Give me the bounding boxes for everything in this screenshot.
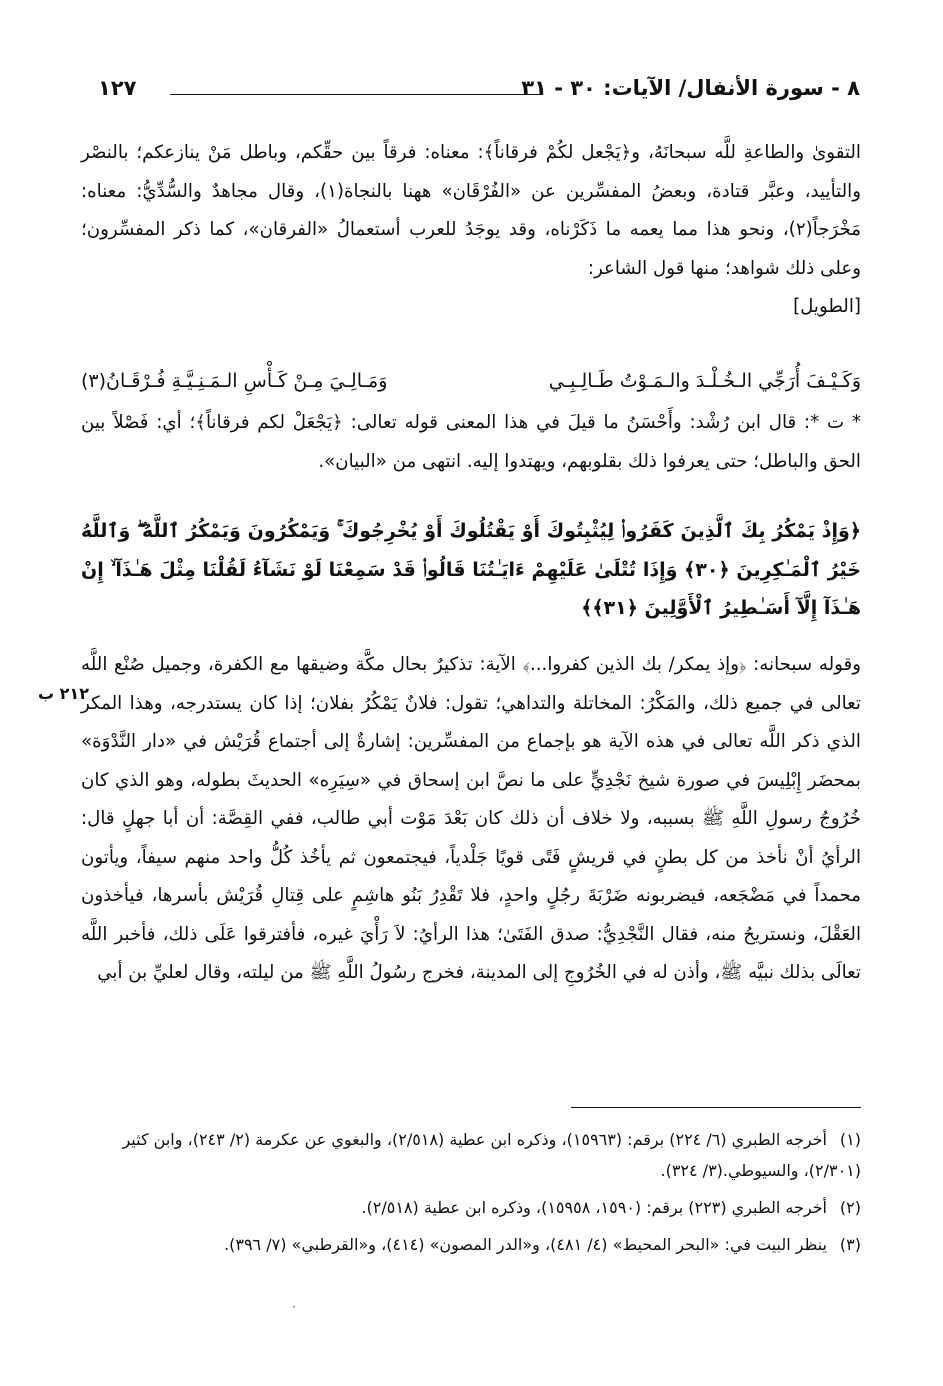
footnote-number: (٣) xyxy=(839,1235,861,1254)
footnote-number: (١) xyxy=(839,1130,861,1149)
page-number: ١٢٧ xyxy=(98,76,137,100)
meter-label: [الطويل] xyxy=(793,296,861,317)
poetry-verse xyxy=(81,366,861,406)
paragraph-1 xyxy=(81,134,861,327)
footnote-3 xyxy=(81,1229,861,1260)
footnote-2 xyxy=(81,1192,861,1223)
paragraph-2-text: * ت *: قال ابن رُشْد: وأَحْسَنُ ما قيلَ في هذا المعنى قوله تعالى: ﴿يَجْعَلْ لكم فرقاناً﴾؛ أي: فَصْلاً بين الحق والباطل؛ حتى يعرفوا ذلك بقلوبهم، ويهتدوا إليه. انتهى من «البيان». xyxy=(81,412,861,472)
paragraph-1-text: التقوىٰ والطاعةِ للَّه سبحانَهُ، و﴿يَجْعل لكُمْ فرقاناً﴾: معناه: فرقاً بين حقِّكم، وباطل مَنْ ينازعكم؛ بالنصْر والتأييد، وعبَّر قتادة، وبعضُ المفسِّرين عن «الفُرْقَان» ههنا بالنجاة(١)، وقال مجاهدٌ والسُّدِّيُّ: معناه: مَخْرَجاً(٢)، ونحو هذا مما يعمه ما ذَكَرْناه، وقد يوجَدُ للعرب أستعمالُ «الفرقان»، كما ذكر المفسِّرون؛ وعلى ذلك شواهد؛ منها قول الشاعر: xyxy=(81,142,861,279)
footnotes xyxy=(81,1124,861,1266)
footnote-1 xyxy=(81,1124,861,1186)
verse-hemistich-1: وَكَـيْـفَ أُرَجِّي الـخُـلْـدَ والـمَـوْتُ طَـالِـبِـي xyxy=(548,370,861,392)
footnote-number: (٢) xyxy=(839,1198,861,1217)
quran-text: ﴿وَإِذْ يَمْكُرُ بِكَ ٱلَّذِينَ كَفَرُوا۟ لِيُثْبِتُوكَ أَوْ يَقْتُلُوكَ أَوْ يُخْرِجُوكَ ۚ وَيَمْكُرُونَ وَيَمْكُرُ ٱللَّهُ ۖ وَٱللَّهُ خَيْرُ ٱلْمَـٰكِرِينَ ﴿٣٠﴾ وَإِذَا تُتْلَىٰ عَلَيْهِمْ ءَايَـٰتُنَا قَالُوا۟ قَدْ سَمِعْنَا لَوْ نَشَآءُ لَقُلْنَا مِثْلَ هَـٰذَآ ۙ إِنْ هَـٰذَآ إِلَّآ أَسَـٰطِيرُ ٱلْأَوَّلِينَ ﴿٣١﴾﴾ xyxy=(81,520,862,619)
footnote-text: أخرجه الطبري (٦/ ٢٢٤) برقم: (١٥٩٦٣)، وذكره ابن عطية (٢/٥١٨)، والبغوي عن عكرمة (٢/ ٢٤٣)، وابن كثير (٢/٣٠١)، والسيوطي.(٣/ ٣٢٤). xyxy=(122,1130,861,1180)
paragraph-3 xyxy=(81,646,861,993)
footnote-text: أخرجه الطبري (٢٢٣) برقم: (١٥٩٠، ١٥٩٥٨)، وذكره ابن عطية (٢/٥١٨). xyxy=(361,1198,827,1217)
quran-verses xyxy=(81,512,861,628)
header-rule xyxy=(170,94,542,95)
paragraph-2 xyxy=(81,404,861,481)
footnote-text: ينظر البيت في: «البحر المحيط» (٤/ ٤٨١)، و«الدر المصون» (٤١٤)، و«القرطبي» (٧/ ٣٩٦). xyxy=(224,1235,827,1254)
stray-mark: · xyxy=(292,1300,296,1314)
running-header xyxy=(98,74,860,110)
header-title: ٨ - سورة الأنفال/ الآيات: ٣٠ - ٣١ xyxy=(521,76,860,100)
manuscript-folio-note: ٢١٢ ب xyxy=(38,684,89,703)
footnote-separator xyxy=(571,1107,861,1108)
verse-hemistich-2: وَمَـالِـيَ مِـنْ كَـأْسِ الـمَـنِـيَّـةِ فُـرْقَـانُ(٣) xyxy=(81,370,388,392)
paragraph-3-text: وقوله سبحانه: ﴿وإذ يمكر/ بك الذين كفروا...﴾ الآية: تذكيرٌ بحال مكَّة وضيقها مع الكفرة، وجميل صُنْع اللَّه تعالى في جميع ذلك، والمَكْرُ: المخاتلة والتداهي؛ تقول: فلانٌ يَمْكُرُ بفلان؛ إذا كان يستدرجه، وهذا المكر الذي ذكر اللَّه تعالى في هذه الآية هو بإجماع من المفسِّرين: إشارةٌ إلى أجتماع قُرَيْش في «دار النَّدْوَة» بمحضَر إِبْلِيسَ في صورة شيخ نَجْدِيٍّ على ما نصَّ ابن إسحاق في «سِيَرِه» الحديثَ بطوله، وهو الذي كان خُرُوجُ رسولِ اللَّهِ ﷺ بسببه، ولا خلاف أن ذلك كان بَعْدَ مَوْت أبي طالب، ففي القِصَّة: أن أبا جهلٍ قال: الرأيُ أنْ نأخذ من كل بطنٍ في قريشٍ فَتًى قويًا جَلْدياً، فيجتمعون ثم يأخُذ كُلُّ واحد منهم سيفاً، ويأتون محمداً في مَضْجَعه، فيضربونه ضَرْبَةَ رجُلٍ واحدٍ، فلا تَقْدِرُ بَنُو هاشِمٍ على قِتالِ قُرَيْش بأسرها، فيأخذون العَقْلَ، ونستريحُ منه، فقال النَّجْدِيُّ: صدق الفَتَىٰ؛ هذا الرأيُ: لاَ رَأْيَ غيره، فأفترقوا عَلَى ذلك، فأخبر اللَّه تعالَى بذلك نبيَّه ﷺ، وأذن له في الخُرُوجِ إلى المدينة، فخرج رسُولُ اللَّهِ ﷺ من ليلته، وقال لعليِّ بن أبي xyxy=(81,654,861,983)
